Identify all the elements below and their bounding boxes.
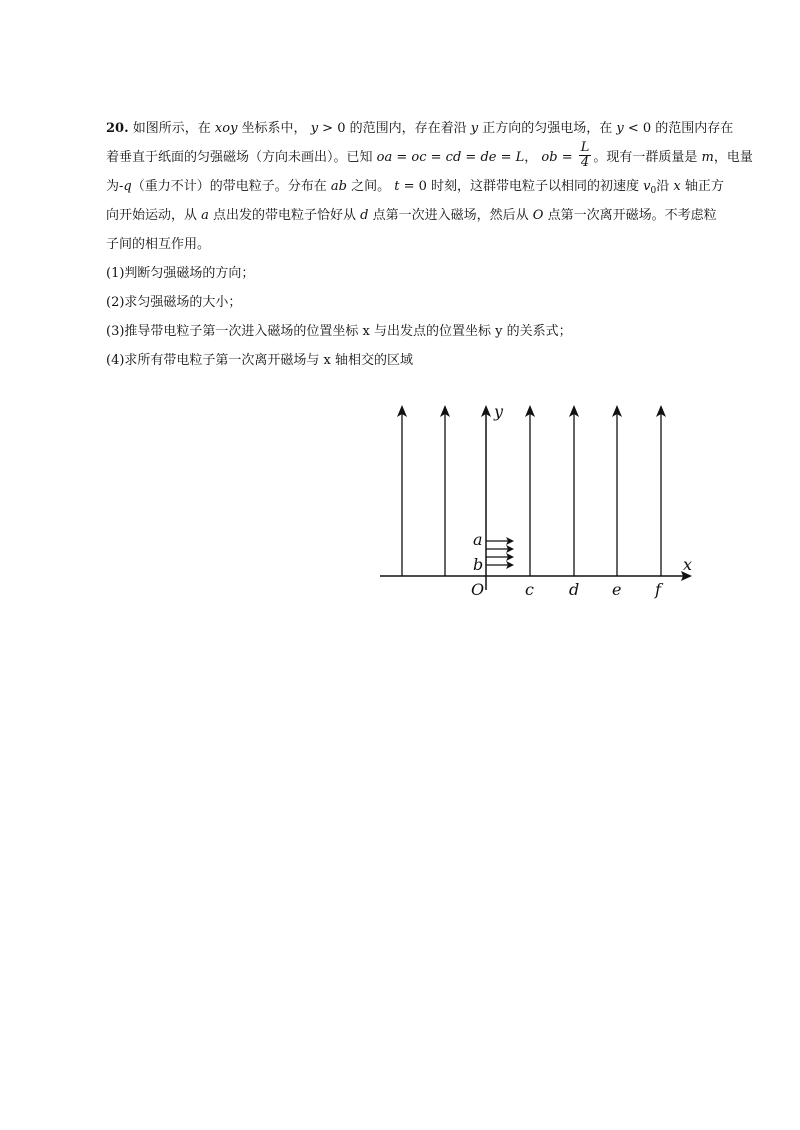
fraction-numerator: L — [580, 140, 590, 155]
text-seg: < 0 的范围内存在 — [623, 121, 734, 136]
math-cd: cd — [445, 150, 462, 165]
text-seg: = — [426, 150, 446, 165]
label-x-axis: x — [683, 555, 693, 574]
math-ob: ob — [541, 150, 558, 165]
text-seg: > 0 的范围内，存在着沿 — [318, 121, 471, 136]
text-seg: 之间。 — [346, 179, 395, 194]
math-xoy: xoy — [214, 121, 238, 136]
math-t: t — [394, 179, 400, 194]
question-4: (4)求所有带电粒子第一次离开磁场与 x 轴相交的区域 — [106, 353, 414, 368]
math-oa: oa — [376, 150, 393, 165]
label-y-axis: y — [494, 402, 504, 421]
math-oc: oc — [411, 150, 427, 165]
problem-text — [106, 114, 753, 375]
math-y: y — [310, 121, 319, 136]
math-d: d — [360, 208, 369, 223]
problem-line-1 — [106, 114, 734, 143]
question-1: (1)判断匀强磁场的方向； — [106, 266, 255, 281]
math-v: v — [643, 179, 651, 194]
math-ab: ab — [330, 179, 347, 194]
text-seg: = — [557, 150, 577, 165]
text-seg: ， — [524, 150, 542, 165]
problem-line-5 — [106, 230, 718, 259]
math-a: a — [201, 208, 209, 223]
text-seg: （重力不计）的带电粒子。分布在 — [131, 179, 331, 194]
text-seg: 。现有一群质量是 — [593, 150, 702, 165]
text-seg: = — [496, 150, 516, 165]
math-x: x — [673, 179, 681, 194]
text-seg: 沿 — [656, 179, 674, 194]
problem-line-3 — [106, 172, 724, 201]
text-seg: 为- — [106, 179, 124, 194]
problem-number: 20. — [106, 121, 129, 136]
field-diagram — [370, 395, 710, 610]
text-seg: 子间的相互作用。 — [106, 237, 211, 252]
label-point-a: a — [473, 530, 483, 549]
text-seg: 点出发的带电粒子恰好从 — [208, 208, 361, 223]
question-2: (2)求匀强磁场的大小； — [106, 295, 242, 310]
question-3: (3)推导带电粒子第一次进入磁场的位置坐标 x 与出发点的位置坐标 y 的关系式； — [106, 324, 572, 339]
text-seg: 坐标系中， — [237, 121, 311, 136]
text-seg: 点第一次进入磁场，然后从 — [368, 208, 533, 223]
text-seg: = 0 时刻，这群带电粒子以相同的初速度 — [399, 179, 644, 194]
label-point-f: f — [655, 580, 661, 599]
label-point-d: d — [569, 580, 580, 599]
label-origin: O — [471, 580, 485, 599]
problem-line-4 — [106, 201, 718, 230]
label-point-c: c — [525, 580, 534, 599]
math-m: m — [701, 150, 714, 165]
text-seg: 轴正方 — [680, 179, 724, 194]
text-seg: 如图所示，在 — [132, 121, 215, 136]
label-point-e: e — [612, 580, 622, 599]
math-q: q — [123, 179, 132, 194]
text-seg: ，电量 — [713, 150, 753, 165]
text-seg: = — [461, 150, 481, 165]
text-seg: 着垂直于纸面的匀强磁场（方向未画出）。已知 — [106, 150, 377, 165]
fraction-denominator: 4 — [580, 155, 590, 170]
math-de: de — [480, 150, 497, 165]
text-seg: = — [392, 150, 412, 165]
math-O: O — [532, 208, 544, 223]
fraction-L-over-4 — [579, 141, 592, 170]
math-L: L — [515, 150, 525, 165]
text-seg: 向开始运动，从 — [106, 208, 202, 223]
text-seg: 正方向的匀强电场，在 — [478, 121, 617, 136]
problem-line-2 — [106, 140, 753, 172]
math-y: y — [470, 121, 479, 136]
text-seg: 点第一次离开磁场。不考虑粒 — [543, 208, 717, 223]
label-point-b: b — [473, 555, 484, 574]
math-y: y — [616, 121, 624, 136]
math-v-subscript: 0 — [650, 186, 657, 196]
